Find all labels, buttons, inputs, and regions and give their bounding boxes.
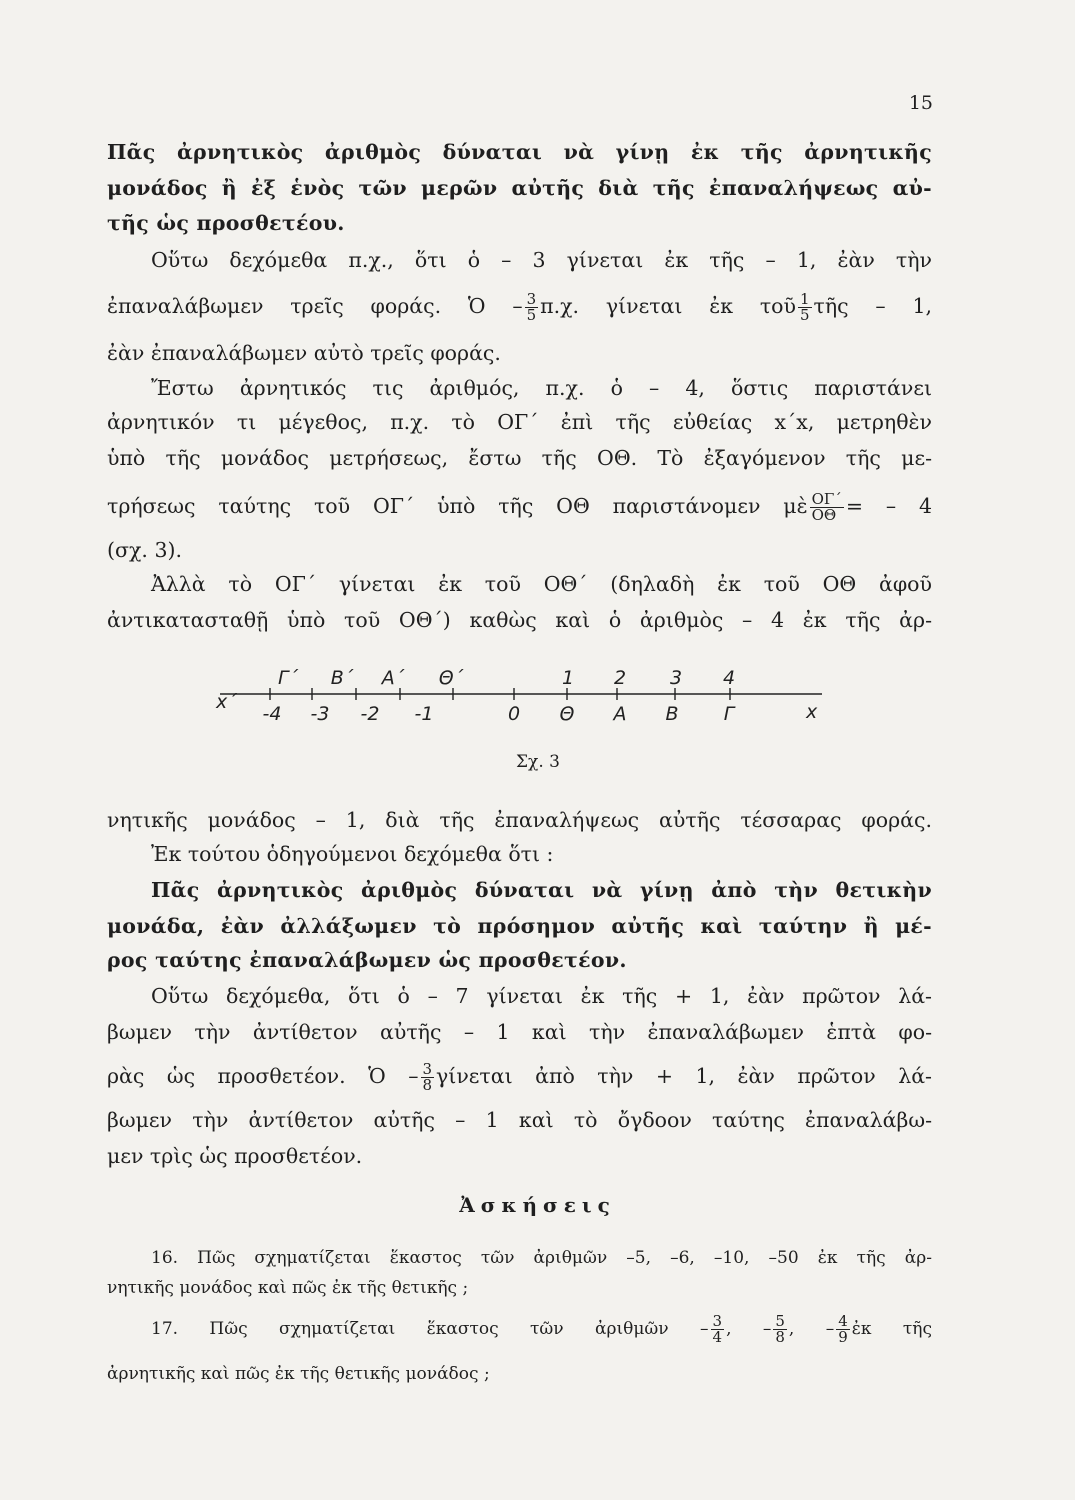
number-line-top-label: 1	[561, 667, 575, 689]
rule1-line-1: Πᾶς ἀρνητικὸς ἀριθμὸς δύναται νὰ γίνῃ ἐκ τῆς ἀρνητικῆς	[107, 140, 932, 164]
figure-caption: Σχ. 3	[516, 752, 560, 772]
number-line-figure	[0, 660, 1075, 750]
number-line-top-label: Α΄	[381, 667, 405, 689]
number-line-bottom-label: Θ	[559, 703, 575, 725]
number-line-bottom-label: -3	[310, 703, 330, 725]
number-line-top-label: Γ΄	[277, 667, 299, 689]
p3-line-2: ἀρνητικόν τι μέγεθος, π.χ. τὸ ΟΓ΄ ἐπὶ τῆς εὐθείας x΄x, μετρηθὲν	[107, 410, 932, 434]
axis-right-end-label: x	[806, 701, 818, 723]
rule1-line-3: τῆς ὡς προσθετέου.	[107, 211, 345, 235]
number-line-top-label: 2	[613, 667, 627, 689]
rule2-line-3: ρος ταύτης ἐπαναλάβωμεν ὡς προσθετέον.	[107, 948, 627, 972]
number-line-bottom-label: -4	[262, 703, 282, 725]
p2-line-3: ἐὰν ἐπαναλάβωμεν αὐτὸ τρεῖς φοράς.	[107, 341, 501, 365]
number-line-bottom-label: 0	[507, 703, 521, 725]
rule1-line-2: μονάδος ἢ ἐξ ἑνὸς τῶν μερῶν αὐτῆς διὰ τῆς ἐπαναλήψεως αὐ-	[107, 176, 932, 200]
number-line-top-label: Β΄	[330, 667, 354, 689]
p2-line-1: Οὕτω δεχόμεθα π.χ., ὅτι ὁ – 3 γίνεται ἐκ τῆς – 1, ἐὰν τὴν	[151, 248, 932, 272]
p6-line-1: Οὕτω δεχόμεθα, ὅτι ὁ – 7 γίνεται ἐκ τῆς + 1, ἐὰν πρῶτον λά-	[151, 984, 932, 1008]
fraction-og-otheta: $\frac{O\Gamma΄}{O\Theta}$	[811, 490, 842, 524]
number-line-top-label: Θ΄	[438, 667, 464, 689]
number-line-bottom-label: Γ	[723, 703, 735, 725]
p3-line-5: (σχ. 3).	[107, 538, 183, 562]
page-number: 15	[908, 92, 933, 114]
number-line-top-label: 4	[722, 667, 736, 689]
p5-line-1: νητικῆς μονάδος – 1, διὰ τῆς ἐπαναλήψεως αὐτῆς τέσσαρας φοράς.	[107, 808, 932, 832]
p2-line-2: ἐπαναλάβωμεν τρεῖς φοράς. Ὁ – $\frac{3}{5}$ π.χ. γίνεται ἐκ τοῦ $\frac{1}{5}$ τῆς – 1,	[107, 290, 932, 324]
p6-line-4: βωμεν τὴν ἀντίθετον αὐτῆς – 1 καὶ τὸ ὄγδοον ταύτης ἐπαναλάβω-	[107, 1108, 932, 1132]
p4-line-2: ἀντικατασταθῇ ὑπὸ τοῦ ΟΘ΄) καθὼς καὶ ὁ ἀριθμὸς – 4 ἐκ τῆς ἀρ-	[107, 608, 932, 632]
number-line-bottom-label: -2	[360, 703, 380, 725]
exercise-16-line-2: νητικῆς μονάδος καὶ πῶς ἐκ τῆς θετικῆς ;	[107, 1278, 469, 1298]
number-line-bottom-label: Β	[665, 703, 679, 725]
number-line-top-label: 3	[669, 667, 683, 689]
p6-line-5: μεν τρὶς ὡς προσθετέον.	[107, 1144, 363, 1168]
fraction-4-9: $\frac{4}{9}$	[838, 1312, 848, 1346]
exercise-16-line-1: 16. Πῶς σχηματίζεται ἕκαστος τῶν ἀριθμῶν –5, –6, –10, –50 ἐκ τῆς ἀρ-	[151, 1248, 932, 1268]
p5-line-2: Ἐκ τούτου ὁδηγούμενοι δεχόμεθα ὅτι :	[151, 842, 554, 866]
p6-line-2: βωμεν τὴν ἀντίθετον αὐτῆς – 1 καὶ τὴν ἐπαναλάβωμεν ἑπτὰ φο-	[107, 1020, 932, 1044]
exercises-heading: Ἀσκήσεις	[459, 1193, 616, 1217]
p6-line-3: ρὰς ὡς προσθετέον. Ὁ – $\frac{3}{8}$ γίνεται ἀπὸ τὴν + 1, ἐὰν πρῶτον λά-	[107, 1060, 932, 1094]
exercise-17-line-1: 17. Πῶς σχηματίζεται ἕκαστος τῶν ἀριθμῶν – $\frac{3}{4}$ , – $\frac{5}{8}$ , – $\frac{4}{9}$ ἐκ τῆς	[151, 1312, 933, 1346]
fraction-3-8: $\frac{3}{8}$	[422, 1060, 433, 1094]
fraction-5-8: $\frac{5}{8}$	[775, 1312, 785, 1346]
p3-line-3: ὑπὸ τῆς μονάδος μετρήσεως, ἔστω τῆς ΟΘ. Τὸ ἐξαγόμενον τῆς με-	[107, 446, 932, 470]
p3-line-4: τρήσεως ταύτης τοῦ ΟΓ΄ ὑπὸ τῆς ΟΘ παριστάνομεν μὲ $\frac{O\Gamma΄}{O\Theta}$ = – 4	[107, 490, 932, 524]
rule2-line-1: Πᾶς ἀρνητικὸς ἀριθμὸς δύναται νὰ γίνῃ ἀπὸ τὴν θετικὴν	[151, 878, 932, 902]
rule2-line-2: μονάδα, ἐὰν ἀλλάξωμεν τὸ πρόσημον αὐτῆς καὶ ταύτην ἢ μέ-	[107, 914, 932, 938]
number-line-bottom-label: Α	[613, 703, 627, 725]
exercise-17-line-2: ἀρνητικῆς καὶ πῶς ἐκ τῆς θετικῆς μονάδος ;	[107, 1364, 490, 1384]
fraction-3-4: $\frac{3}{4}$	[712, 1312, 723, 1346]
fraction-1-5: $\frac{1}{5}$	[799, 290, 810, 324]
fraction-3-5: $\frac{3}{5}$	[526, 290, 537, 324]
p4-line-1: Ἀλλὰ τὸ ΟΓ΄ γίνεται ἐκ τοῦ ΟΘ΄ (δηλαδὴ ἐκ τοῦ ΟΘ ἀφοῦ	[151, 572, 932, 596]
p3-line-1: Ἔστω ἀρνητικός τις ἀριθμός, π.χ. ὁ – 4, ὅστις παριστάνει	[151, 376, 932, 400]
number-line-bottom-label: -1	[414, 703, 434, 725]
axis-left-end-label: x΄	[216, 691, 237, 713]
